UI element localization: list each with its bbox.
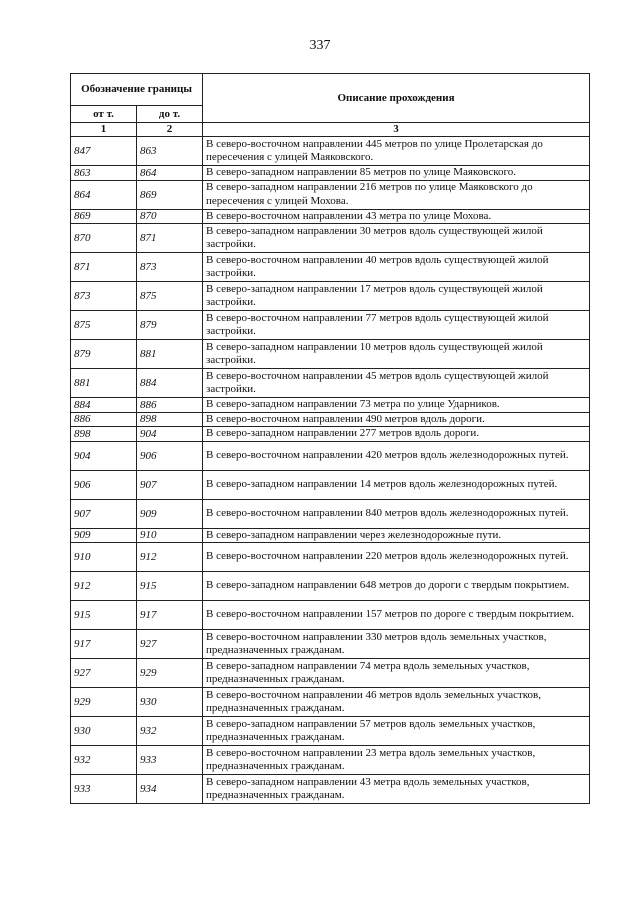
page-number: 337 xyxy=(309,38,331,53)
to-point-cell: 917 xyxy=(137,601,203,630)
to-point-cell: 912 xyxy=(137,543,203,572)
description-cell: В северо-восточном направлении 490 метров вдоль дороги. xyxy=(203,412,590,427)
description-cell: В северо-западном направлении 277 метров вдоль дороги. xyxy=(203,427,590,442)
to-point-cell: 904 xyxy=(137,427,203,442)
from-point-cell: 873 xyxy=(71,282,137,311)
table-row xyxy=(71,412,590,427)
description-cell: В северо-восточном направлении 77 метров вдоль существующей жилой застройки. xyxy=(203,311,590,340)
table-row xyxy=(71,746,590,775)
description-cell: В северо-западном направлении 74 метра вдоль земельных участков, предназначенных гражданам. xyxy=(203,659,590,688)
to-point-cell: 929 xyxy=(137,659,203,688)
header-to-point: до т. xyxy=(137,106,203,123)
description-cell: В северо-восточном направлении 40 метров вдоль существующей жилой застройки. xyxy=(203,253,590,282)
table-row xyxy=(71,311,590,340)
from-point-cell: 870 xyxy=(71,224,137,253)
from-point-cell: 864 xyxy=(71,180,137,209)
table-row xyxy=(71,659,590,688)
from-point-cell: 881 xyxy=(71,369,137,398)
from-point-cell: 927 xyxy=(71,659,137,688)
to-point-cell: 884 xyxy=(137,369,203,398)
description-cell: В северо-восточном направлении 45 метров вдоль существующей жилой застройки. xyxy=(203,369,590,398)
header-column-number: 2 xyxy=(137,123,203,137)
description-cell: В северо-восточном направлении 157 метров по дороге с твердым покрытием. xyxy=(203,601,590,630)
description-cell: В северо-западном направлении 30 метров вдоль существующей жилой застройки. xyxy=(203,224,590,253)
table-row xyxy=(71,543,590,572)
table-body xyxy=(71,137,590,804)
table-row xyxy=(71,528,590,543)
boundary-table xyxy=(70,73,590,804)
to-point-cell: 875 xyxy=(137,282,203,311)
description-cell: В северо-западном направлении 10 метров вдоль существующей жилой застройки. xyxy=(203,340,590,369)
from-point-cell: 869 xyxy=(71,209,137,224)
table-row xyxy=(71,630,590,659)
header-from-point: от т. xyxy=(71,106,137,123)
header-column-number: 1 xyxy=(71,123,137,137)
table-row xyxy=(71,499,590,528)
to-point-cell: 907 xyxy=(137,470,203,499)
table-row xyxy=(71,166,590,181)
from-point-cell: 917 xyxy=(71,630,137,659)
to-point-cell: 910 xyxy=(137,528,203,543)
header-column-number: 3 xyxy=(203,123,590,137)
to-point-cell: 879 xyxy=(137,311,203,340)
to-point-cell: 915 xyxy=(137,572,203,601)
to-point-cell: 933 xyxy=(137,746,203,775)
to-point-cell: 909 xyxy=(137,499,203,528)
description-cell: В северо-западном направлении 85 метров по улице Маяковского. xyxy=(203,166,590,181)
table-row xyxy=(71,717,590,746)
description-cell: В северо-восточном направлении 220 метров вдоль железнодорожных путей. xyxy=(203,543,590,572)
from-point-cell: 907 xyxy=(71,499,137,528)
to-point-cell: 932 xyxy=(137,717,203,746)
to-point-cell: 871 xyxy=(137,224,203,253)
from-point-cell: 863 xyxy=(71,166,137,181)
description-cell: В северо-западном направлении 17 метров вдоль существующей жилой застройки. xyxy=(203,282,590,311)
table-row xyxy=(71,282,590,311)
table-row xyxy=(71,601,590,630)
description-cell: В северо-восточном направлении 840 метров вдоль железнодорожных путей. xyxy=(203,499,590,528)
description-cell: В северо-западном направлении 14 метров вдоль железнодорожных путей. xyxy=(203,470,590,499)
description-cell: В северо-восточном направлении 43 метра по улице Мохова. xyxy=(203,209,590,224)
from-point-cell: 879 xyxy=(71,340,137,369)
description-cell: В северо-западном направлении 648 метров до дороги с твердым покрытием. xyxy=(203,572,590,601)
table-row xyxy=(71,369,590,398)
to-point-cell: 873 xyxy=(137,253,203,282)
table-row xyxy=(71,340,590,369)
table-row xyxy=(71,775,590,804)
description-cell: В северо-восточном направлении 420 метров вдоль железнодорожных путей. xyxy=(203,441,590,470)
from-point-cell: 875 xyxy=(71,311,137,340)
from-point-cell: 884 xyxy=(71,398,137,413)
from-point-cell: 898 xyxy=(71,427,137,442)
table-row xyxy=(71,137,590,166)
description-cell: В северо-восточном направлении 445 метров по улице Пролетарская до пересечения с улицей Маяковского. xyxy=(203,137,590,166)
description-cell: В северо-восточном направлении 330 метров вдоль земельных участков, предназначенных гражданам. xyxy=(203,630,590,659)
table-row xyxy=(71,398,590,413)
from-point-cell: 847 xyxy=(71,137,137,166)
description-cell: В северо-западном направлении 73 метра по улице Ударников. xyxy=(203,398,590,413)
from-point-cell: 915 xyxy=(71,601,137,630)
description-cell: В северо-западном направлении 57 метров вдоль земельных участков, предназначенных гражданам. xyxy=(203,717,590,746)
table-row xyxy=(71,253,590,282)
to-point-cell: 870 xyxy=(137,209,203,224)
to-point-cell: 906 xyxy=(137,441,203,470)
from-point-cell: 886 xyxy=(71,412,137,427)
table-row xyxy=(71,688,590,717)
table-row xyxy=(71,224,590,253)
table-row xyxy=(71,572,590,601)
to-point-cell: 886 xyxy=(137,398,203,413)
header-description: Описание прохождения xyxy=(203,74,590,123)
description-cell: В северо-западном направлении 216 метров по улице Маяковского до пересечения с улицей Мохова. xyxy=(203,180,590,209)
table-row xyxy=(71,427,590,442)
from-point-cell: 909 xyxy=(71,528,137,543)
description-cell: В северо-восточном направлении 46 метров вдоль земельных участков, предназначенных гражданам. xyxy=(203,688,590,717)
header-boundary-designation: Обозначение границы xyxy=(71,74,203,106)
from-point-cell: 904 xyxy=(71,441,137,470)
to-point-cell: 934 xyxy=(137,775,203,804)
from-point-cell: 910 xyxy=(71,543,137,572)
from-point-cell: 933 xyxy=(71,775,137,804)
from-point-cell: 929 xyxy=(71,688,137,717)
table-row xyxy=(71,470,590,499)
description-cell: В северо-западном направлении 43 метра вдоль земельных участков, предназначенных гражданам. xyxy=(203,775,590,804)
description-cell: В северо-западном направлении через железнодорожные пути. xyxy=(203,528,590,543)
to-point-cell: 863 xyxy=(137,137,203,166)
table-row xyxy=(71,441,590,470)
to-point-cell: 930 xyxy=(137,688,203,717)
from-point-cell: 930 xyxy=(71,717,137,746)
to-point-cell: 864 xyxy=(137,166,203,181)
description-cell: В северо-восточном направлении 23 метра вдоль земельных участков, предназначенных гражданам. xyxy=(203,746,590,775)
to-point-cell: 881 xyxy=(137,340,203,369)
to-point-cell: 898 xyxy=(137,412,203,427)
to-point-cell: 927 xyxy=(137,630,203,659)
from-point-cell: 906 xyxy=(71,470,137,499)
table-row xyxy=(71,209,590,224)
table-row xyxy=(71,180,590,209)
to-point-cell: 869 xyxy=(137,180,203,209)
from-point-cell: 932 xyxy=(71,746,137,775)
from-point-cell: 871 xyxy=(71,253,137,282)
from-point-cell: 912 xyxy=(71,572,137,601)
